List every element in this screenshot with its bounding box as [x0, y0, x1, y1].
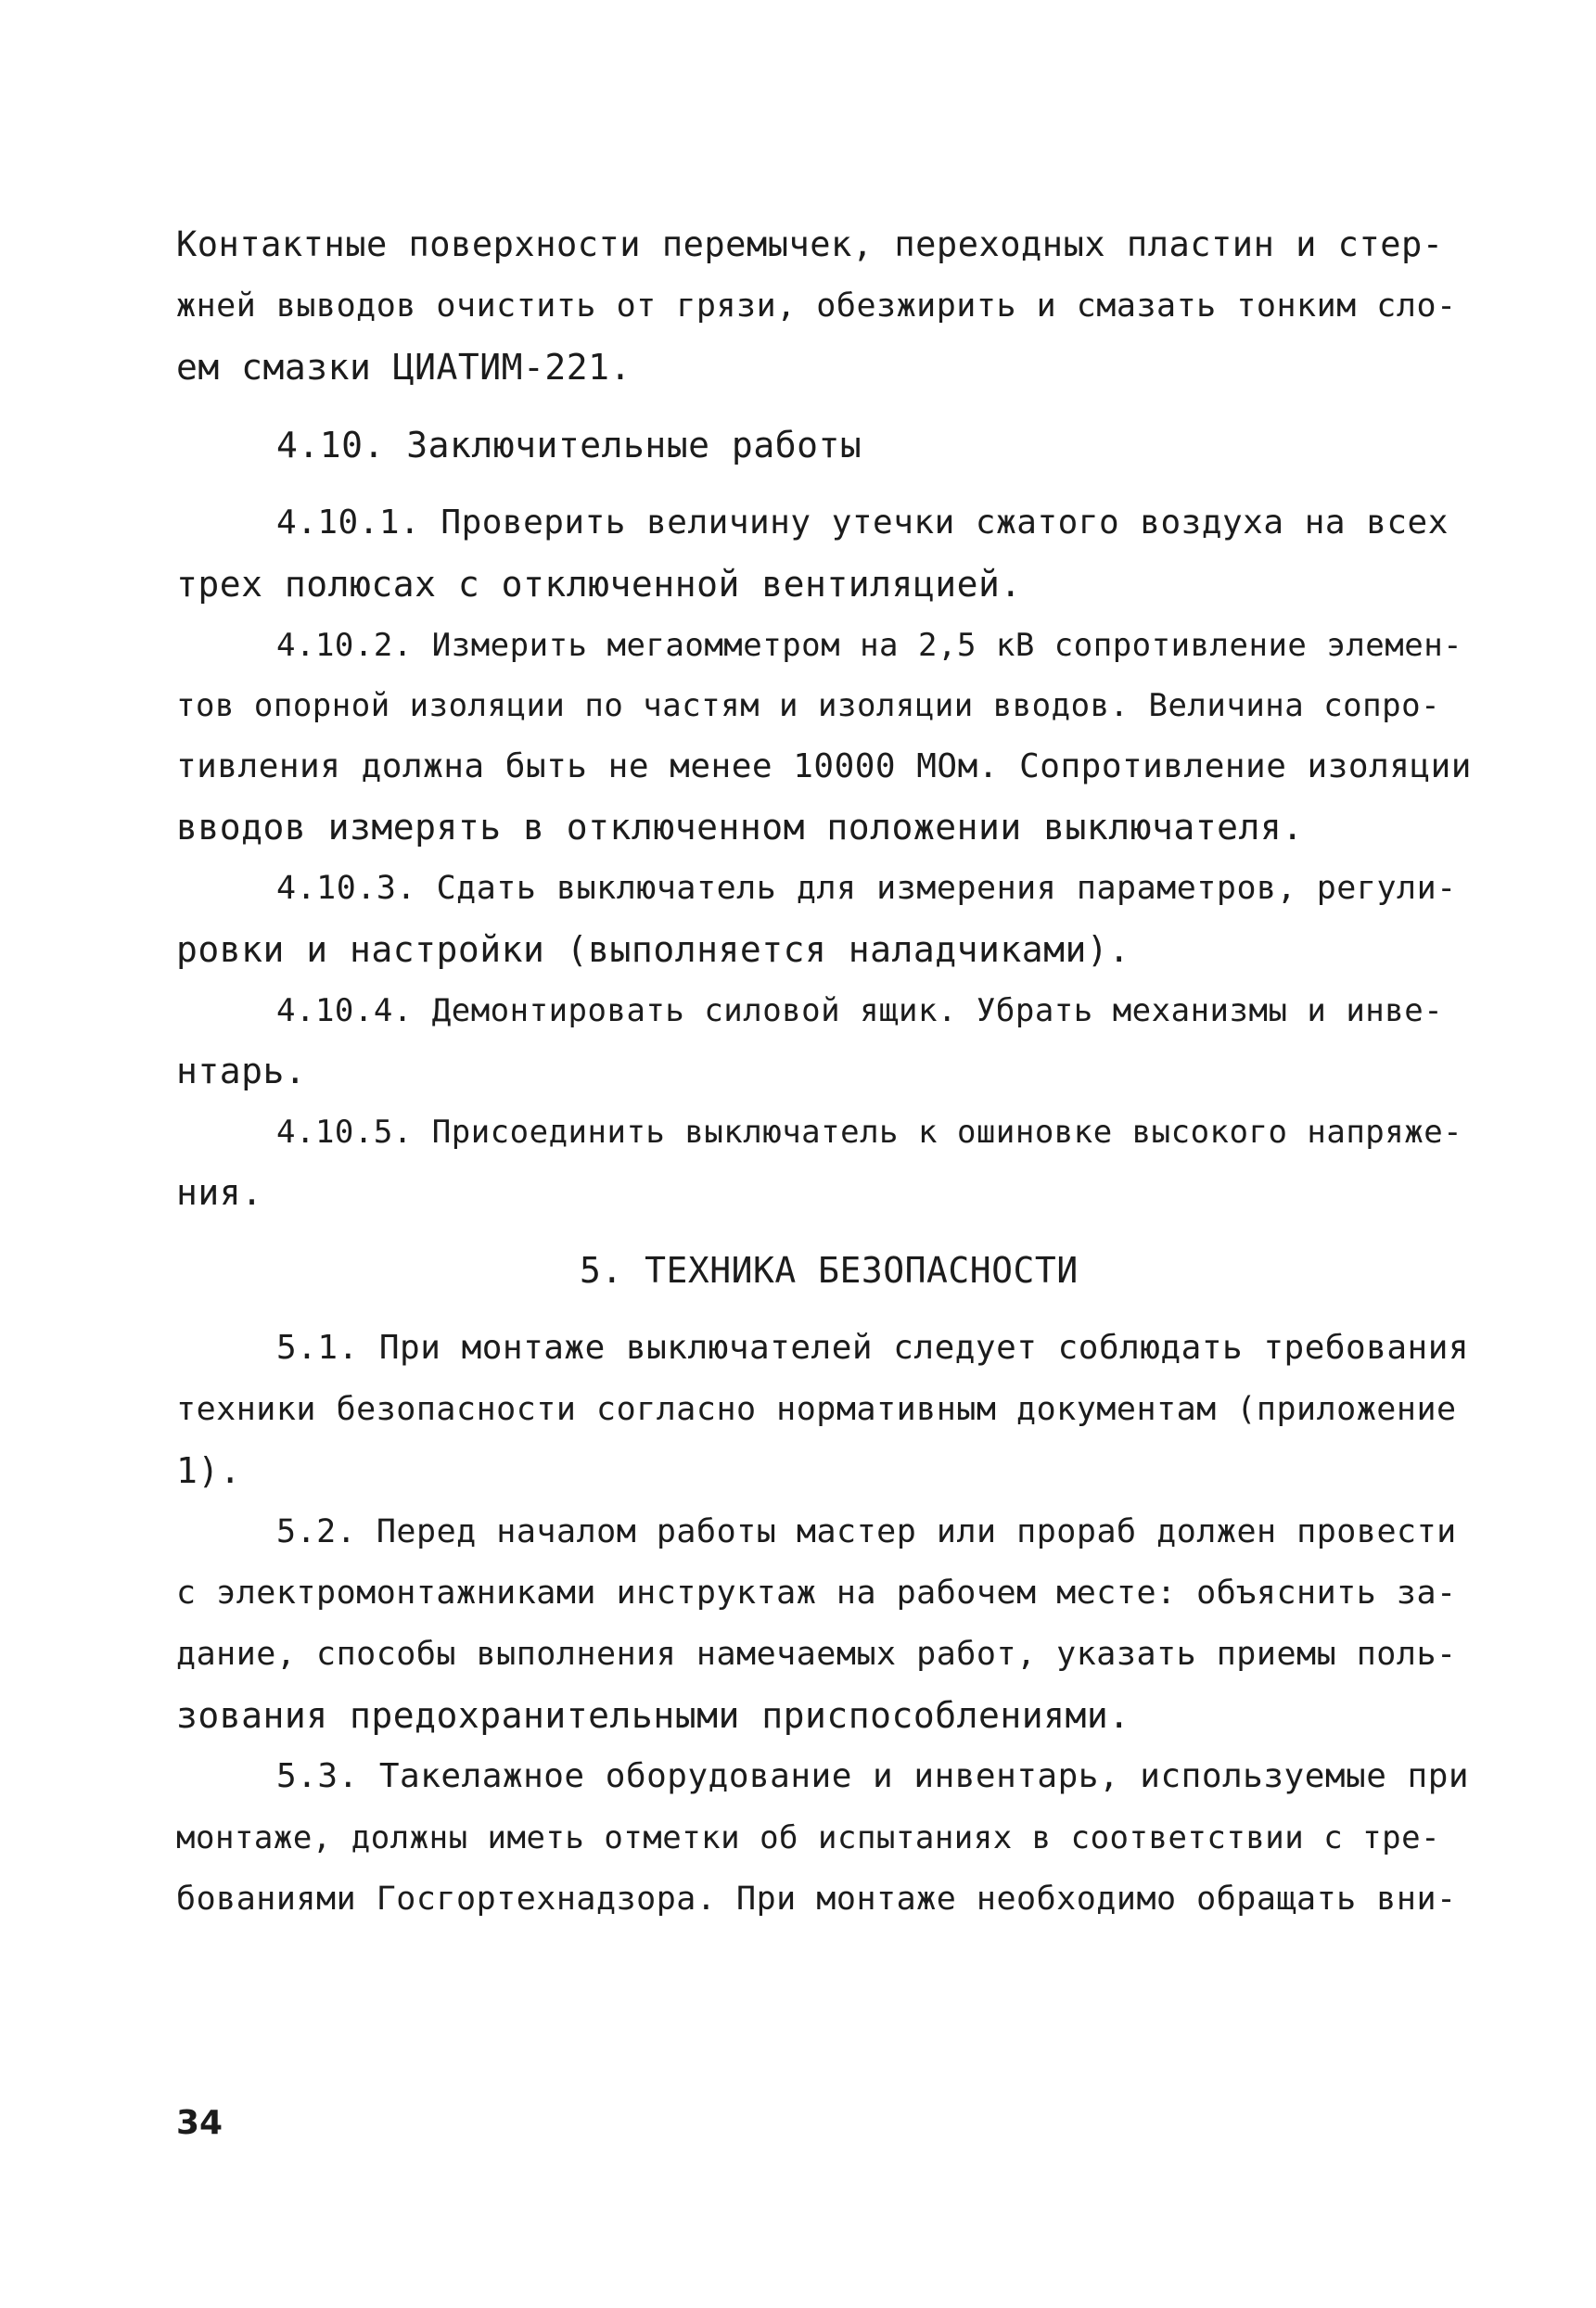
text-line: 5.3. Такелажное оборудование и инвентарь, используемые при [276, 1757, 1470, 1795]
text-line: ровки и настройки (выполняется наладчиками). [176, 929, 1130, 970]
text-line: техники безопасности согласно нормативным документам (приложение [176, 1391, 1457, 1428]
text-line: 4.10.5. Присоединить выключатель к ошиновке высокого напряже- [276, 1114, 1463, 1151]
text-line: 4.10.2. Измерить мегаомметром на 2,5 кВ сопротивление элемен- [276, 627, 1463, 664]
text-line: нтарь. [176, 1051, 307, 1091]
text-line: 5.2. Перед началом работы мастер или прораб должен провести [276, 1513, 1457, 1550]
text-line: ния. [176, 1172, 263, 1213]
text-line: 5.1. При монтаже выключателей следует соблюдать требования [276, 1329, 1470, 1367]
text-line: бованиями Госгортехнадзора. При монтаже необходимо обращать вни- [176, 1881, 1457, 1918]
text-line: тов опорной изоляции по частям и изоляции вводов. Величина сопро- [176, 687, 1441, 724]
text-line: с электромонтажниками инструктаж на рабочем месте: объяснить за- [176, 1575, 1457, 1612]
text-line: 4.10.1. Проверить величину утечки сжатого воздуха на всех [276, 504, 1449, 542]
text-line: 4.10.4. Демонтировать силовой ящик. Убрать механизмы и инве- [276, 992, 1444, 1029]
text-line: ем смазки ЦИАТИМ-221. [176, 347, 632, 388]
text-line: тивления должна быть не менее 10000 МОм. Сопротивление изоляции [176, 747, 1472, 785]
text-line: жней выводов очистить от грязи, обезжирить и смазать тонким сло- [176, 287, 1457, 325]
text-line: вводов измерять в отключенном положении выключателя. [176, 807, 1304, 848]
text-line: дание, способы выполнения намечаемых работ, указать приемы поль- [176, 1636, 1457, 1673]
section-heading-5: 5. ТЕХНИКА БЕЗОПАСНОСТИ [580, 1250, 1079, 1291]
text-line: монтаже, должны иметь отметки об испытаниях в соответствии с тре- [176, 1819, 1441, 1856]
text-line: Контактные поверхности перемычек, переходных пластин и стер- [176, 224, 1444, 264]
text-line: трех полюсах с отключенной вентиляцией. [176, 564, 1022, 605]
page-number: 34 [176, 2104, 223, 2142]
section-heading-4-10: 4.10. Заключительные работы [276, 425, 862, 465]
text-line: 1). [176, 1450, 242, 1491]
text-line: зования предохранительными приспособлениями. [176, 1695, 1130, 1736]
text-line: 4.10.3. Сдать выключатель для измерения параметров, регули- [276, 870, 1457, 907]
